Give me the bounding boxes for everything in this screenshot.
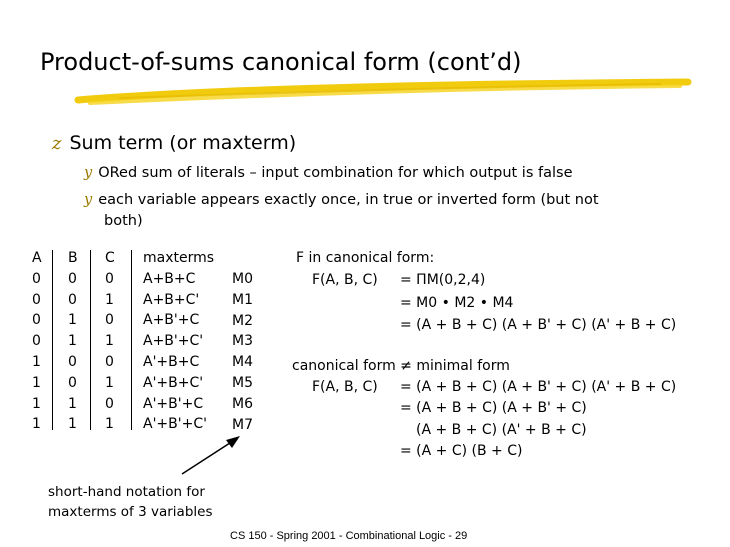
table-cell: M0: [232, 271, 253, 287]
table-cell: 1: [105, 333, 114, 350]
canonical-heading: F in canonical form:: [296, 250, 435, 266]
table-header-a: A: [32, 250, 42, 266]
table-cell: A'+B'+C: [143, 395, 204, 412]
minimal-line1-rhs: = (A + B + C) (A + B' + C) (A' + B + C): [400, 379, 677, 395]
shorthand-note-line2: maxterms of 3 variables: [48, 504, 213, 520]
bullet-y-icon: y: [84, 165, 93, 181]
table-cell: 0: [32, 312, 41, 329]
table-cell: A'+B+C': [143, 374, 204, 391]
table-cell: 1: [105, 416, 114, 433]
subbullet-ored-sum-text: ORed sum of literals – input combination for which output is false: [98, 165, 573, 181]
minimal-line2: = (A + B + C) (A + B' + C): [400, 400, 587, 416]
table-cell: A+B+C: [143, 270, 196, 287]
table-header-c: C: [105, 250, 115, 266]
bullet-sum-term-text: Sum term (or maxterm): [69, 132, 297, 154]
table-cell: 1: [32, 416, 41, 433]
table-cell: M5: [232, 374, 253, 391]
table-cell: A'+B+C: [143, 353, 200, 370]
table-cell: A+B'+C: [143, 312, 200, 329]
canonical-line1-lhs: F(A, B, C): [312, 272, 378, 288]
table-cell: 0: [105, 353, 114, 370]
table-cell: 0: [105, 270, 114, 287]
table-cell: 1: [32, 353, 41, 370]
table-cell: 1: [68, 395, 77, 412]
table-header-maxterms: maxterms: [143, 250, 215, 266]
table-cell: A+B+C': [143, 291, 200, 308]
table-cell: A+B'+C': [143, 333, 204, 350]
minimal-line1-lhs: F(A, B, C): [312, 379, 378, 395]
canonical-line1-rhs: = ΠM(0,2,4): [400, 272, 486, 288]
table-cell: M3: [232, 333, 253, 350]
table-cell: 1: [68, 333, 77, 350]
table-cell: 0: [68, 353, 77, 370]
table-cell: 0: [68, 291, 77, 308]
table-cell: 1: [32, 395, 41, 412]
shorthand-note-line1: short-hand notation for: [48, 484, 205, 500]
table-cell: 0: [32, 291, 41, 308]
subbullet-each-variable-text: each variable appears exactly once, in true or inverted form (but not: [98, 192, 599, 208]
table-cell: M1: [232, 291, 253, 308]
slide-title: Product-of-sums canonical form (cont’d): [40, 48, 522, 76]
table-header-b: B: [68, 250, 78, 266]
table-cell: M7: [232, 416, 253, 433]
table-cell: 1: [105, 291, 114, 308]
table-cell: 0: [68, 270, 77, 287]
table-cell: M6: [232, 395, 253, 412]
table-cell: 0: [105, 395, 114, 412]
table-cell: M4: [232, 354, 253, 371]
table-cell: 0: [32, 270, 41, 287]
minimal-heading: canonical form ≠ minimal form: [292, 358, 510, 374]
table-cell: 1: [105, 374, 114, 391]
table-cell: 0: [32, 333, 41, 350]
table-cell: 0: [105, 312, 114, 329]
table-cell: 0: [68, 374, 77, 391]
minimal-line4: = (A + C) (B + C): [400, 443, 523, 459]
table-cell: 1: [32, 374, 41, 391]
canonical-line3: = (A + B + C) (A + B' + C) (A' + B + C): [400, 317, 677, 333]
canonical-line2: = M0 • M2 • M4: [400, 295, 514, 311]
table-cell: A'+B'+C': [143, 416, 207, 433]
slide-footer: CS 150 - Spring 2001 - Combinational Logic - 29: [230, 530, 468, 542]
table-cell: M2: [232, 312, 253, 329]
table-cell: 1: [68, 312, 77, 329]
minimal-line3: (A + B + C) (A' + B + C): [416, 422, 587, 438]
subbullet-each-variable-continuation: both): [104, 213, 143, 229]
shorthand-note: [48, 482, 212, 522]
bullet-z-icon: z: [52, 133, 62, 154]
bullet-y-icon: y: [84, 192, 93, 208]
table-cell: 1: [68, 416, 77, 433]
